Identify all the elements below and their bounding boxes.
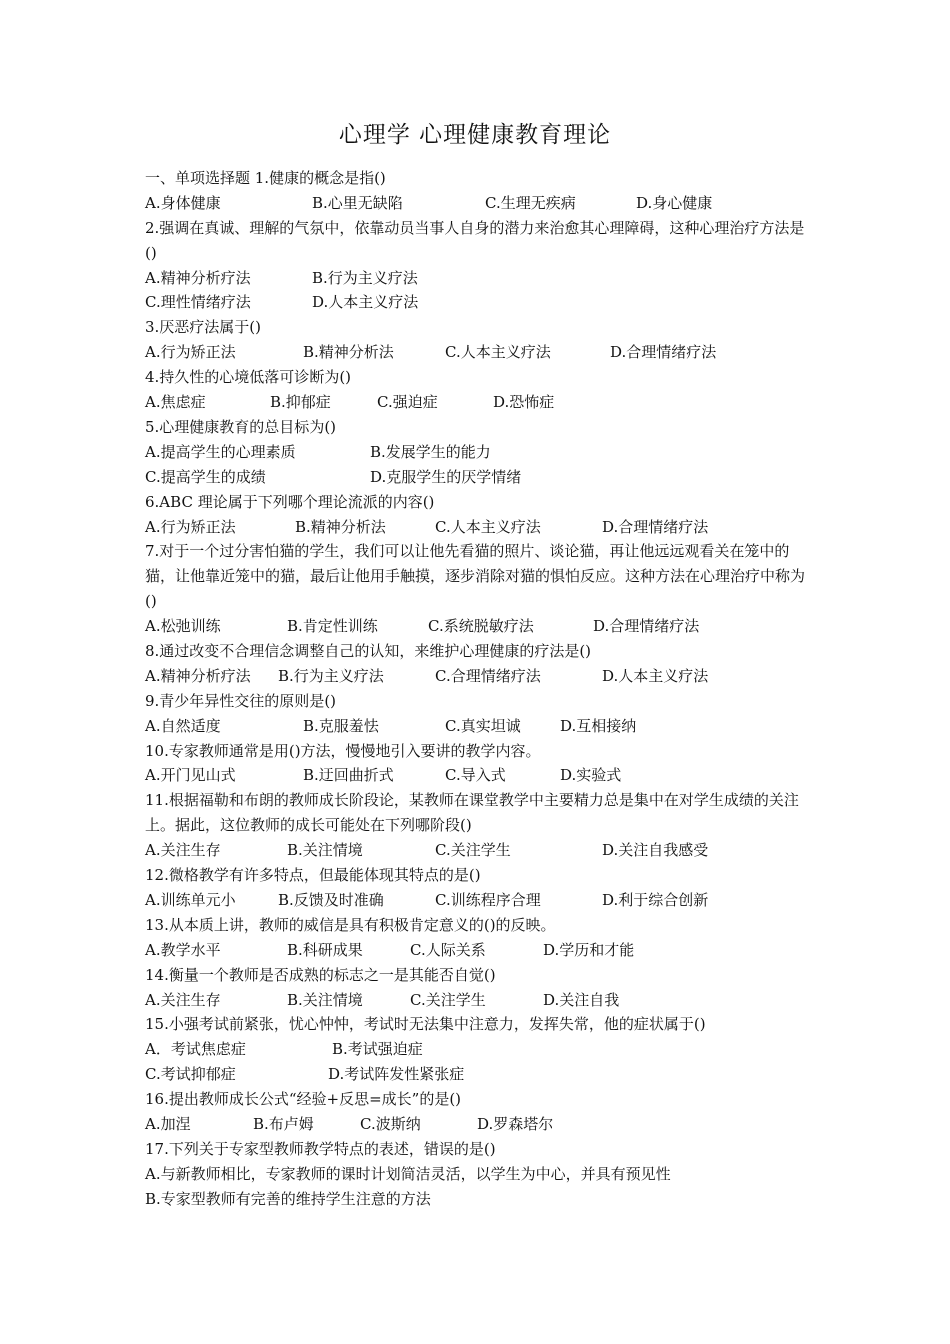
answer-option: C.波斯纳 — [360, 1114, 421, 1133]
answer-option: D.实验式 — [560, 766, 622, 785]
answer-option: D.关注自我感受 — [602, 841, 709, 860]
answer-option: A.精神分析疗法 — [145, 268, 251, 287]
page-title: 心理学 心理健康教育理论 — [338, 122, 612, 148]
answer-option: A.精神分析疗法 — [145, 666, 251, 685]
answer-option: D.克服学生的厌学情绪 — [370, 467, 522, 486]
question-text: 10.专家教师通常是用()方法，慢慢地引入要讲的教学内容。 — [145, 741, 541, 760]
answer-option: C.人本主义疗法 — [435, 517, 541, 536]
answer-option: A.提高学生的心理素质 — [145, 442, 296, 461]
answer-option: B.肯定性训练 — [287, 617, 378, 636]
answer-option: C.生理无疾病 — [485, 193, 576, 212]
answer-option: D.罗森塔尔 — [477, 1114, 554, 1133]
question-text: 4.持久性的心境低落可诊断为() — [145, 368, 352, 387]
answer-option: D.合理情绪疗法 — [602, 517, 709, 536]
answer-option: D.学历和才能 — [543, 940, 635, 959]
answer-options — [145, 1062, 810, 1087]
answer-option: B.迂回曲折式 — [303, 766, 394, 785]
answer-options — [145, 988, 810, 1013]
answer-option: C.导入式 — [445, 766, 506, 785]
answer-options — [145, 390, 810, 415]
answer-option: C.强迫症 — [377, 393, 438, 412]
answer-option: C.训练程序合理 — [435, 890, 541, 909]
answer-option: C.关注学生 — [435, 841, 511, 860]
answer-option: A.自然适度 — [145, 716, 221, 735]
answer-options — [145, 1112, 810, 1137]
answer-option: D.考试阵发性紧张症 — [328, 1065, 465, 1084]
answer-options — [145, 266, 810, 291]
answer-options — [145, 440, 810, 465]
answer-option: C.人本主义疗法 — [445, 343, 551, 362]
answer-option: C.考试抑郁症 — [145, 1065, 236, 1084]
answer-options — [145, 888, 810, 913]
answer-option: C.真实坦诚 — [445, 716, 521, 735]
answer-options — [145, 714, 810, 739]
question-text: 13.从本质上讲，教师的威信是具有积极肯定意义的()的反映。 — [145, 915, 556, 934]
answer-option: C.合理情绪疗法 — [435, 666, 541, 685]
answer-option: C.理性情绪疗法 — [145, 293, 251, 312]
answer-option: C.提高学生的成绩 — [145, 467, 266, 486]
answer-options — [145, 614, 810, 639]
question-text: 一、单项选择题 1.健康的概念是指() — [145, 169, 386, 187]
answer-option: D.关注自我 — [543, 990, 620, 1009]
answer-option: D.合理情绪疗法 — [593, 617, 700, 636]
answer-options — [145, 664, 810, 689]
answer-option: C.关注学生 — [410, 990, 486, 1009]
answer-option: B.科研成果 — [287, 940, 363, 959]
answer-option: A.松弛训练 — [145, 617, 221, 636]
answer-options — [145, 290, 810, 315]
question-text: 9.青少年异性交往的原则是() — [145, 691, 337, 710]
answer-option: A.行为矫正法 — [145, 517, 236, 536]
answer-options — [145, 515, 810, 540]
answer-option: B.行为主义疗法 — [312, 268, 418, 287]
answer-option: B.心里无缺陷 — [312, 193, 403, 212]
answer-option: B.反馈及时准确 — [278, 890, 384, 909]
answer-option: B.精神分析法 — [295, 517, 386, 536]
answer-option: D.利于综合创新 — [602, 890, 709, 909]
answer-option: D.恐怖症 — [493, 393, 555, 412]
answer-option: C.人际关系 — [410, 940, 486, 959]
answer-options — [145, 1037, 810, 1062]
answer-option: B.关注情境 — [287, 990, 363, 1009]
question-text: 5.心理健康教育的总目标为() — [145, 417, 337, 436]
answer-option: A.加涅 — [145, 1114, 191, 1133]
answer-option: D.合理情绪疗法 — [610, 343, 717, 362]
question-text: A.与新教师相比，专家教师的课时计划简洁灵活，以学生为中心，并具有预见性 — [145, 1164, 671, 1183]
question-text: 17.下列关于专家型教师教学特点的表述，错误的是() — [145, 1139, 496, 1158]
answer-option: A.训练单元小 — [145, 890, 236, 909]
question-text: 16.提出教师成长公式“经验+反思=成长”的是() — [145, 1090, 462, 1109]
answer-option: B.行为主义疗法 — [278, 666, 384, 685]
question-text: 7.对于一个过分害怕猫的学生，我们可以让他先看猫的照片、谈论猫，再让他远远观看关在笼中的猫，让他靠近笼中的猫，最后让他用手触摸，逐步消除对猫的惧怕反应。这种方法在心理治疗中称为() — [145, 542, 806, 611]
answer-option: A.教学水平 — [145, 940, 221, 959]
question-text: 3.厌恶疗法属于() — [145, 318, 262, 337]
answer-options — [145, 763, 810, 788]
answer-option: D.身心健康 — [636, 193, 713, 212]
answer-option: B.抑郁症 — [270, 393, 331, 412]
question-text: 11.根据福勒和布朗的教师成长阶段论，某教师在课堂教学中主要精力总是集中在对学生成绩的关注上。据此，这位教师的成长可能处在下列哪阶段() — [145, 791, 799, 835]
answer-options — [145, 838, 810, 863]
answer-option: B.克服羞怯 — [303, 716, 379, 735]
question-text: 2.强调在真诚、理解的气氛中，依靠动员当事人自身的潜力来治愈其心理障碍，这种心理治疗方法是() — [145, 218, 805, 262]
answer-option: B.考试强迫症 — [332, 1040, 423, 1059]
answer-option: A.关注生存 — [145, 990, 221, 1009]
answer-options — [145, 938, 810, 963]
answer-option: A.行为矫正法 — [145, 343, 236, 362]
question-text: 8.通过改变不合理信念调整自己的认知，来维护心理健康的疗法是() — [145, 642, 592, 660]
answer-option: A.关注生存 — [145, 841, 221, 860]
answer-options — [145, 191, 810, 216]
question-text: 6.ABC 理论属于下列哪个理论流派的内容() — [145, 492, 435, 511]
question-list — [145, 166, 810, 1212]
answer-option: D.人本主义疗法 — [312, 293, 419, 312]
answer-option: B.精神分析法 — [303, 343, 394, 362]
answer-option: D.互相接纳 — [560, 716, 637, 735]
answer-option: D.人本主义疗法 — [602, 666, 709, 685]
answer-option: B.布卢姆 — [253, 1114, 314, 1133]
answer-option: A.开门见山式 — [145, 766, 236, 785]
question-text: 15.小强考试前紧张，忧心忡忡，考试时无法集中注意力，发挥失常，他的症状属于() — [145, 1015, 706, 1034]
question-text: 14.衡量一个教师是否成熟的标志之一是其能否自觉() — [145, 965, 496, 984]
question-text: B.专家型教师有完善的维持学生注意的方法 — [145, 1189, 431, 1208]
answer-option: C.系统脱敏疗法 — [428, 617, 534, 636]
answer-option: B.发展学生的能力 — [370, 442, 491, 461]
answer-option: B.关注情境 — [287, 841, 363, 860]
question-text: 12.微格教学有许多特点，但最能体现其特点的是() — [145, 866, 481, 885]
answer-options — [145, 465, 810, 490]
answer-options — [145, 340, 810, 365]
answer-option: A．考试焦虑症 — [145, 1040, 246, 1059]
answer-option: A.身体健康 — [145, 193, 221, 212]
answer-option: A.焦虑症 — [145, 393, 206, 412]
